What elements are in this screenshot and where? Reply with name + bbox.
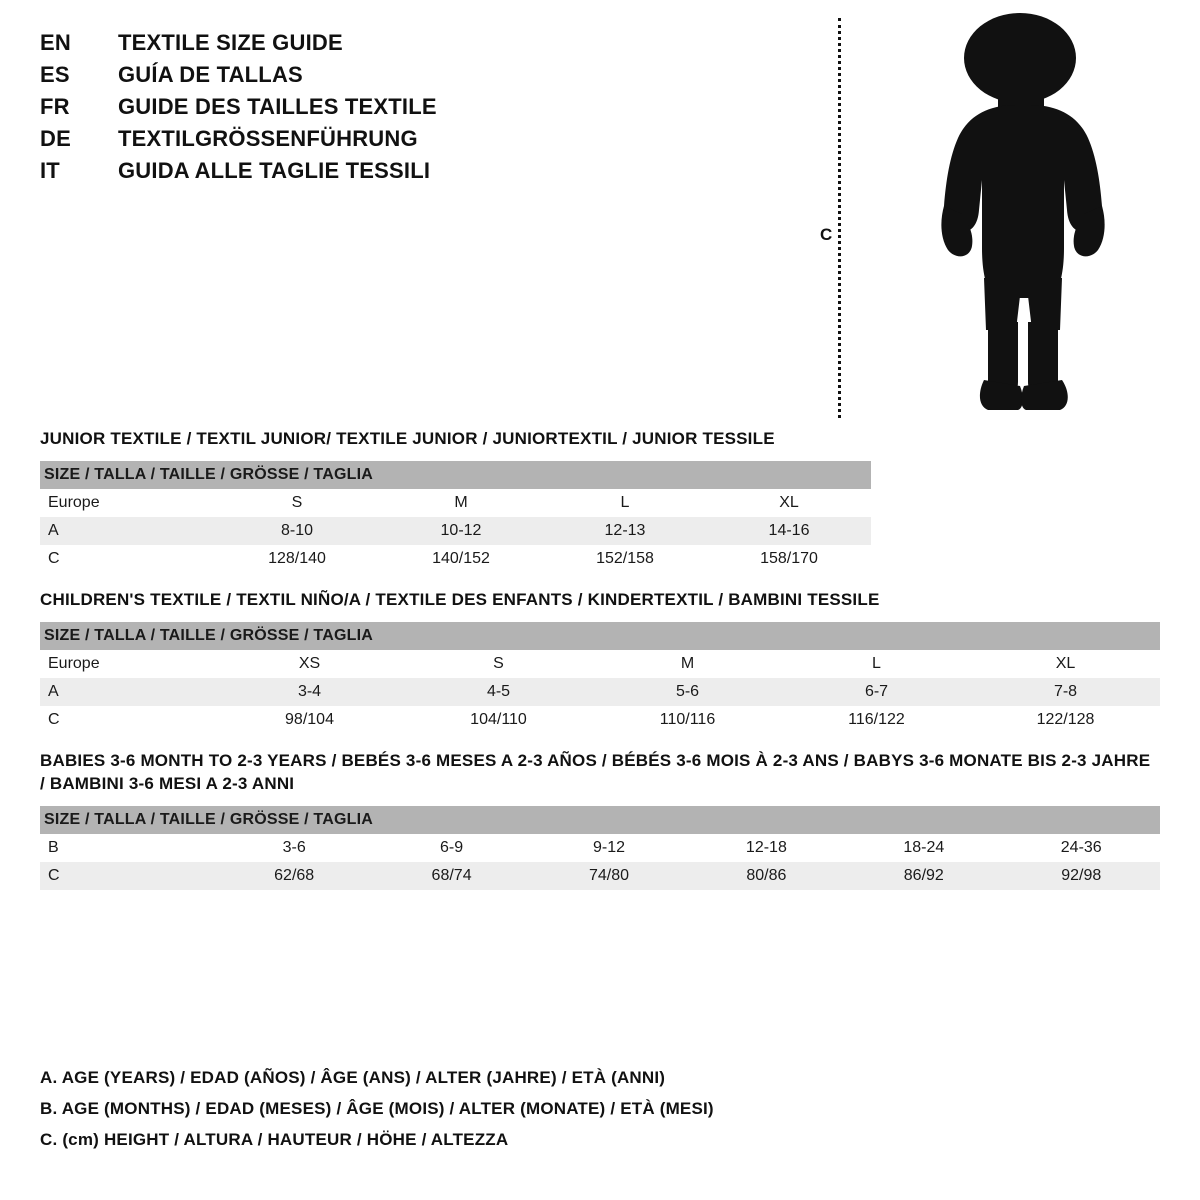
table-row	[40, 517, 871, 545]
height-diagram	[820, 10, 1140, 420]
language-title-list	[40, 30, 660, 190]
cell: 68/74	[373, 862, 530, 890]
language-code: IT	[40, 158, 60, 183]
cell: 152/158	[543, 545, 707, 573]
section-title: JUNIOR TEXTILE / TEXTIL JUNIOR/ TEXTILE JUNIOR / JUNIORTEXTIL / JUNIOR TESSILE	[40, 429, 775, 448]
language-code: ES	[40, 62, 70, 87]
table-row	[40, 834, 1160, 862]
band-label: SIZE / TALLA / TAILLE / GRÖSSE / TAGLIA	[40, 461, 871, 489]
section-children	[40, 589, 1160, 734]
row-label: Europe	[40, 489, 215, 517]
cell: 12-18	[688, 834, 845, 862]
size-tables	[40, 428, 1160, 906]
band-label: SIZE / TALLA / TAILLE / GRÖSSE / TAGLIA	[40, 806, 1160, 834]
height-marker-label: C	[820, 225, 833, 244]
cell: 7-8	[971, 678, 1160, 706]
table-row	[40, 706, 1160, 734]
language-title: GUIDE DES TAILLES TEXTILE	[118, 94, 437, 119]
cell: 104/110	[404, 706, 593, 734]
cell: 8-10	[215, 517, 379, 545]
language-code: EN	[40, 30, 71, 55]
row-label: C	[40, 545, 215, 573]
cell: 3-4	[215, 678, 404, 706]
cell: XL	[707, 489, 871, 517]
cell: 74/80	[530, 862, 687, 890]
language-title: GUIDA ALLE TAGLIE TESSILI	[118, 158, 431, 183]
height-dotted-line	[838, 18, 841, 418]
cell: 5-6	[593, 678, 782, 706]
babies-size-table	[40, 806, 1160, 890]
section-title: CHILDREN'S TEXTILE / TEXTIL NIÑO/A / TEXTILE DES ENFANTS / KINDERTEXTIL / BAMBINI TESSILE	[40, 589, 880, 609]
table-row	[40, 862, 1160, 890]
cell: 116/122	[782, 706, 971, 734]
cell: 98/104	[215, 706, 404, 734]
section-title: BABIES 3-6 MONTH TO 2-3 YEARS / BEBÉS 3-6 MESES A 2-3 AÑOS / BÉBÉS 3-6 MOIS À 2-3 ANS / BABYS 3-6 MONATE BIS 2-3 JAHRE / BAMBINI 3-6 MESI A 2-3 ANNI	[40, 750, 1151, 793]
language-row	[40, 30, 660, 56]
cell: 140/152	[379, 545, 543, 573]
cell: 62/68	[215, 862, 372, 890]
cell: 10-12	[379, 517, 543, 545]
row-label: C	[40, 706, 215, 734]
cell: 122/128	[971, 706, 1160, 734]
language-code: DE	[40, 126, 71, 151]
table-row	[40, 489, 871, 517]
language-row	[40, 126, 660, 152]
row-label: Europe	[40, 650, 215, 678]
row-label: A	[40, 517, 215, 545]
cell: 86/92	[845, 862, 1002, 890]
cell: 80/86	[688, 862, 845, 890]
table-row	[40, 650, 1160, 678]
language-row	[40, 158, 660, 184]
cell: 9-12	[530, 834, 687, 862]
table-row	[40, 678, 1160, 706]
cell: 12-13	[543, 517, 707, 545]
cell: 24-36	[1003, 834, 1161, 862]
cell: 110/116	[593, 706, 782, 734]
cell: XS	[215, 650, 404, 678]
table-band-header	[40, 461, 871, 489]
cell: XL	[971, 650, 1160, 678]
footnotes	[40, 1068, 1140, 1161]
junior-size-table	[40, 461, 871, 573]
cell: 3-6	[215, 834, 372, 862]
language-title: GUÍA DE TALLAS	[118, 62, 303, 87]
children-size-table	[40, 622, 1160, 734]
cell: L	[782, 650, 971, 678]
row-label: B	[40, 834, 215, 862]
footnote-age-months: B. AGE (MONTHS) / EDAD (MESES) / ÂGE (MOIS) / ALTER (MONATE) / ETÀ (MESI)	[40, 1099, 714, 1118]
cell: 18-24	[845, 834, 1002, 862]
row-label: A	[40, 678, 215, 706]
language-title: TEXTILE SIZE GUIDE	[118, 30, 343, 55]
cell: 92/98	[1003, 862, 1161, 890]
table-band-header	[40, 806, 1160, 834]
cell: 128/140	[215, 545, 379, 573]
table-row	[40, 545, 871, 573]
table-band-header	[40, 622, 1160, 650]
footnote-age-years: A. AGE (YEARS) / EDAD (AÑOS) / ÂGE (ANS) / ALTER (JAHRE) / ETÀ (ANNI)	[40, 1068, 666, 1087]
language-code: FR	[40, 94, 70, 119]
language-row	[40, 94, 660, 120]
cell: 6-9	[373, 834, 530, 862]
cell: 4-5	[404, 678, 593, 706]
cell: 14-16	[707, 517, 871, 545]
language-row	[40, 62, 660, 88]
band-label: SIZE / TALLA / TAILLE / GRÖSSE / TAGLIA	[40, 622, 1160, 650]
language-title: TEXTILGRÖSSENFÜHRUNG	[118, 126, 418, 151]
cell: S	[215, 489, 379, 517]
cell: S	[404, 650, 593, 678]
section-junior	[40, 428, 1160, 573]
section-babies	[40, 750, 1160, 890]
row-label: C	[40, 862, 215, 890]
cell: L	[543, 489, 707, 517]
footnote-height: C. (cm) HEIGHT / ALTURA / HAUTEUR / HÖHE / ALTEZZA	[40, 1130, 509, 1149]
cell: 6-7	[782, 678, 971, 706]
cell: 158/170	[707, 545, 871, 573]
cell: M	[593, 650, 782, 678]
cell: M	[379, 489, 543, 517]
child-silhouette-icon	[900, 10, 1130, 418]
